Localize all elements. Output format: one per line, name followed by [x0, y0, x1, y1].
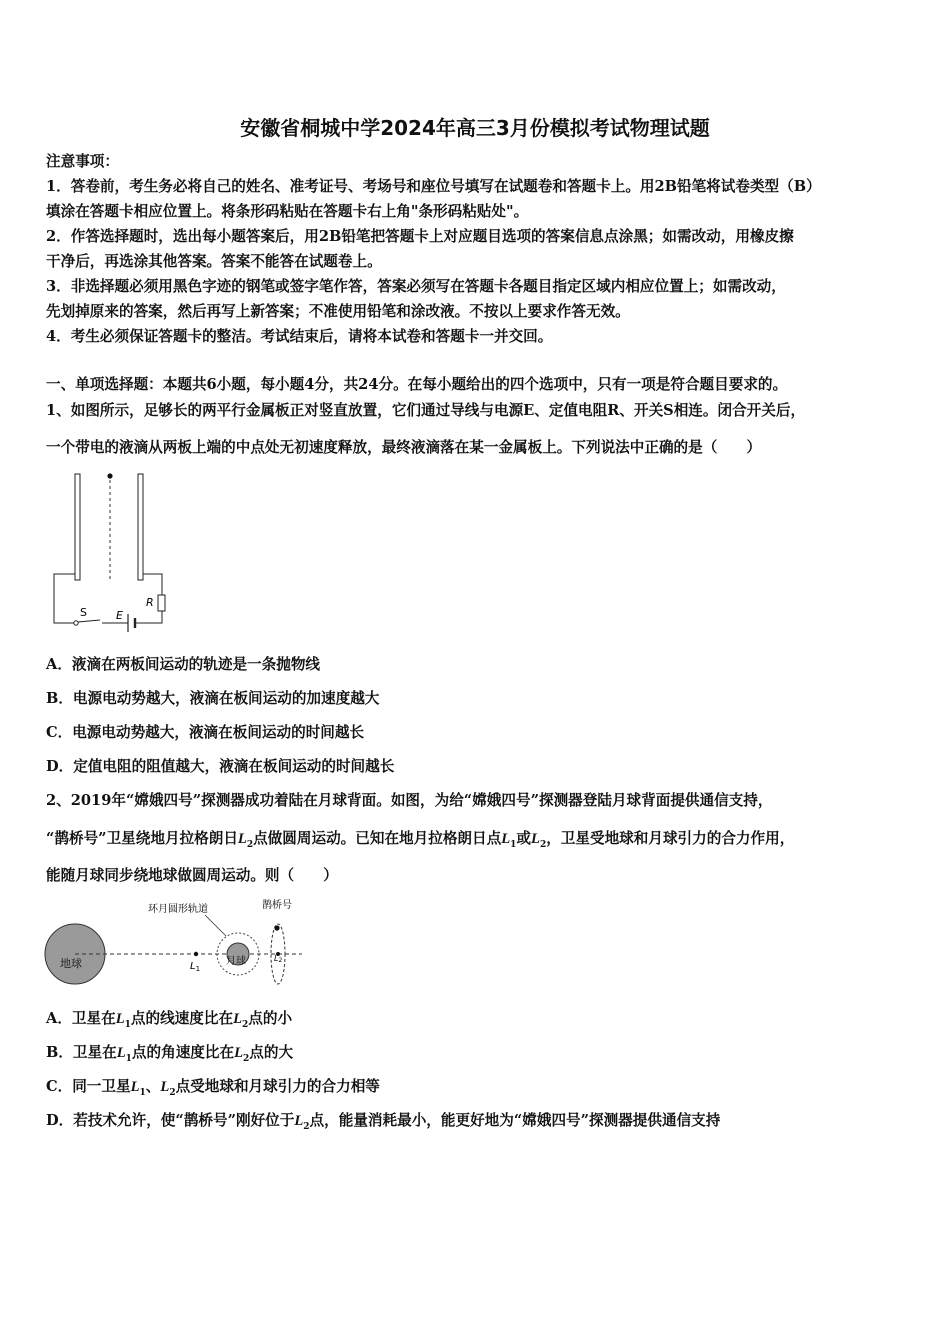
earth-label: 地球: [60, 957, 82, 970]
q1-option-d: D．定值电阻的阻值越大，液滴在板间运动的时间越长: [46, 758, 395, 775]
droplet-dot: [107, 473, 112, 478]
notice-line: 1．答卷前，考生务必将自己的姓名、准考证号、考场号和座位号填写在试题卷和答题卡上。用2B铅笔将试卷类型（B）: [46, 178, 821, 195]
q1-stem-line: 1、如图所示，足够长的两平行金属板正对竖直放置，它们通过导线与电源E、定值电阻R、开关S相连。闭合开关后，: [46, 402, 806, 419]
notice-line: 2．作答选择题时，选出每小题答案后，用2B铅笔把答题卡上对应题目选项的答案信息点涂黑；如需改动，用橡皮擦: [46, 228, 794, 245]
switch-s: [74, 621, 78, 625]
orbit-label: 环月圆形轨道: [148, 904, 208, 915]
label-s: S: [80, 606, 87, 619]
page-title: 安徽省桐城中学2024年高三3月份模拟考试物理试题: [240, 116, 710, 140]
switch-arm: [78, 620, 100, 622]
notice-line: 干净后，再选涂其他答案。答案不能答在试题卷上。: [46, 253, 382, 270]
circuit-wire: [136, 611, 162, 623]
moon-label: 月球: [226, 956, 246, 967]
queqiao-satellite: [274, 925, 279, 930]
left-plate: [75, 474, 80, 580]
resistor-r: [158, 595, 165, 611]
circuit-wire: [54, 574, 76, 623]
label-r: R: [146, 596, 154, 609]
label-e: E: [116, 609, 123, 622]
satellite-label: 鹊桥号: [262, 900, 292, 911]
right-plate: [138, 474, 143, 580]
q2-option-a: A．卫星在$L_1$点的线速度比在$L_2$点的小: [46, 1010, 293, 1030]
q1-circuit-figure: [46, 468, 176, 633]
q2-stem-line: 能随月球同步绕地球做圆周运动。则（ ）: [46, 867, 338, 884]
l1-label: $L_1$: [190, 961, 201, 973]
notice-line: 填涂在答题卡相应位置上。将条形码粘贴在答题卡右上角"条形码粘贴处"。: [46, 203, 529, 220]
q1-stem-line: 一个带电的液滴从两板上端的中点处无初速度释放，最终液滴落在某一金属板上。下列说法中正确的是（ ）: [46, 439, 762, 456]
q2-stem-line: 2、2019年“嫦娥四号”探测器成功着陆在月球背面。如图，为给“嫦娥四号”探测器登陆月球背面提供通信支持，: [46, 792, 773, 809]
notice-line: 3．非选择题必须用黑色字迹的钢笔或签字笔作答，答案必须写在答题卡各题目指定区域内相应位置上；如需改动，: [46, 278, 786, 295]
q2-option-d: D．若技术允许，使“鹊桥号”刚好位于$L_2$点，能量消耗最小，能更好地为“嫦娥四号”探测器提供通信支持: [46, 1112, 721, 1132]
orbit-pointer: [205, 915, 226, 936]
q2-stem-line: “鹊桥号”卫星绕地月拉格朗日$L_2$点做圆周运动。已知在地月拉格朗日点$L_1$或$L_2$，卫星受地球和月球引力的合力作用，: [46, 830, 795, 850]
q2-option-c: C．同一卫星$L_1$、$L_2$点受地球和月球引力的合力相等: [46, 1078, 380, 1098]
circuit-wire: [143, 574, 162, 595]
notice-line: 先划掉原来的答案，然后再写上新答案；不准使用铅笔和涂改液。不按以上要求作答无效。: [46, 303, 630, 320]
notice-line: 4．考生必须保证答题卡的整洁。考试结束后，请将本试卷和答题卡一并交回。: [46, 328, 553, 345]
q1-option-a: A．液滴在两板间运动的轨迹是一条抛物线: [46, 656, 321, 673]
q2-earth-moon-figure: [40, 894, 310, 994]
l1-point: [194, 952, 198, 956]
section-heading: 一、单项选择题：本题共6小题，每小题4分，共24分。在每小题给出的四个选项中，只有一项是符合题目要求的。: [46, 376, 788, 393]
notice-heading: 注意事项：: [46, 153, 119, 170]
q2-option-b: B．卫星在$L_1$点的角速度比在$L_2$点的大: [46, 1044, 294, 1064]
l2-label: L2: [274, 954, 283, 964]
q1-option-b: B．电源电动势越大，液滴在板间运动的加速度越大: [46, 690, 380, 707]
q1-option-c: C．电源电动势越大，液滴在板间运动的时间越长: [46, 724, 365, 741]
